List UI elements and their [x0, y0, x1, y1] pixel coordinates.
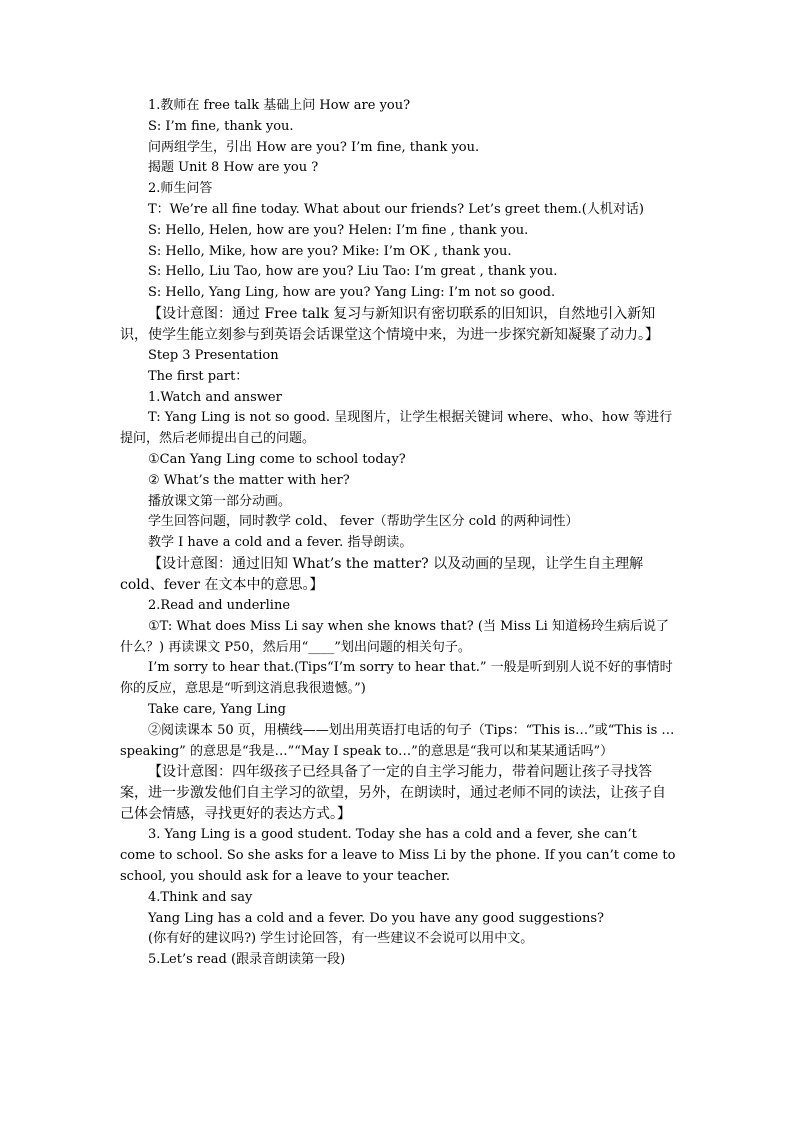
text-line: 教学 I have a cold and a fever. 指导朗读。 [148, 535, 413, 551]
text-line: 揭题 Unit 8 How are you ? [148, 160, 319, 176]
text-line: 学生回答问题，同时教学 cold、 fever（帮助学生区分 cold 的两种词性） [148, 514, 579, 530]
text-line: S: Hello, Mike, how are you? Mike: I’m OK , thank you. [148, 243, 512, 259]
text-line: 5.Let’s read (跟录音朗读第一段) [148, 952, 346, 968]
text-line: T：We’re all fine today. What about our friends? Let’s greet them.(人机对话) [148, 201, 644, 217]
text-line: S: I’m fine, thank you. [148, 118, 294, 134]
document-body [120, 96, 676, 971]
text-line: ② What’s the matter with her? [148, 472, 350, 488]
text-line: 1.Watch and answer [148, 389, 282, 405]
section-heading: Step 3 Presentation [148, 347, 279, 363]
text-line: 1.教师在 free talk 基础上问 How are you? [148, 98, 411, 113]
text-line: 4.Think and say [148, 889, 253, 905]
design-intent-paragraph: 【设计意图：通过旧知 What’s the matter? 以及动画的呈现，让学生自主理解 cold、fever 在文本中的意思。】 [120, 555, 644, 593]
text-line: (你有好的建议吗?) 学生讨论回答，有一些建议不会说可以用中文。 [148, 931, 534, 947]
text-line: 播放课文第一部分动画。 [148, 493, 292, 509]
text-line: Yang Ling has a cold and a fever. Do you have any good suggestions? [148, 910, 605, 926]
text-line: S: Hello, Liu Tao, how are you? Liu Tao: I’m great , thank you. [148, 264, 558, 280]
text-line: S: Hello, Yang Ling, how are you? Yang Ling: I’m not so good. [148, 285, 556, 301]
text-line: S: Hello, Helen, how are you? Helen: I’m fine , thank you. [148, 222, 529, 238]
text-line: 2.师生问答 [148, 181, 213, 197]
text-line: 2.Read and underline [148, 597, 291, 613]
text-paragraph: I’m sorry to hear that.(Tips“I’m sorry to hear that.” 一般是听到别人说不好的事情时你的反应，意思是“听到这消息我很遗憾。”) [120, 660, 673, 697]
text-line: 问两组学生，引出 How are you? I’m fine, thank you. [148, 139, 480, 155]
design-intent-paragraph: 【设计意图：通过 Free talk 复习与新知识有密切联系的旧知识，自然地引入新知识，使学生能立刻参与到英语会话课堂这个情境中来，为进一步探究新知凝聚了动力。】 [120, 305, 659, 343]
text-line: ①Can Yang Ling come to school today? [148, 451, 406, 467]
design-intent-paragraph: 【设计意图：四年级孩子已经具备了一定的自主学习能力，带着问题让孩子寻找答案，进一步激发他们自主学习的欲望，另外，在朗读时，通过老师不同的读法，让孩子自己体会情感，寻找更好的表达方式。】 [120, 764, 666, 823]
text-paragraph: T: Yang Ling is not so good. 呈现图片，让学生根据关键词 where、who、how 等进行提问，然后老师提出自己的问题。 [120, 410, 673, 447]
text-line: The first part： [148, 368, 249, 384]
text-paragraph: 3. Yang Ling is a good student. Today she has a cold and a fever, she can’t come to school. So she asks for a leave to Miss Li by the phone. If you can’t come to school, you should ask for a leave to your teacher. [120, 827, 676, 884]
text-line: Take care, Yang Ling [148, 701, 286, 717]
text-paragraph: ②阅读课本 50 页，用横线——划出用英语打电话的句子（Tips：“This is…”或“This is …speaking” 的意思是“我是…”“May I speak to…”的意思是“我可以和某某通话吗”） [120, 722, 675, 759]
text-paragraph: ①T: What does Miss Li say when she knows that? (当 Miss Li 知道杨玲生病后说了什么？) 再读课文 P50，然后用“____”划出问题的相关句子。 [120, 618, 669, 655]
